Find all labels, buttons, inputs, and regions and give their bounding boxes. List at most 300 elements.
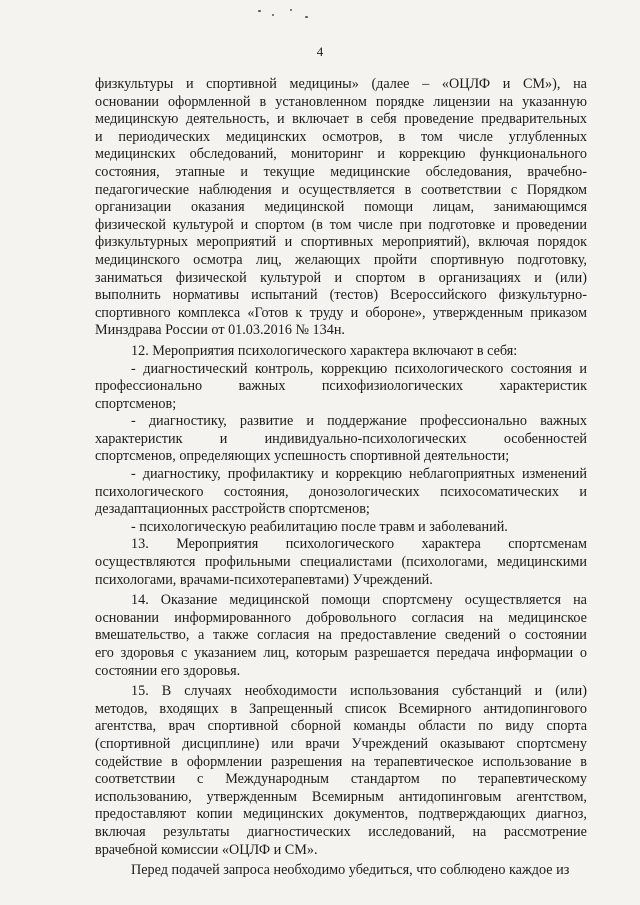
word: установленном <box>275 93 367 110</box>
word: и <box>306 413 314 430</box>
word: оказания <box>190 199 245 216</box>
word: обследования, <box>425 163 512 180</box>
text-line <box>95 343 587 361</box>
word: спортом <box>355 269 406 286</box>
word: медицинских <box>95 146 176 163</box>
word: разрешается <box>354 645 430 661</box>
word: спортивной <box>206 76 277 92</box>
text-line <box>95 592 587 610</box>
word: диагностику, <box>148 413 227 430</box>
word: в <box>418 269 426 286</box>
word: нормативы <box>172 287 240 304</box>
word: субстанций <box>452 683 522 700</box>
word: рассмотрение <box>503 823 587 840</box>
text-line <box>95 217 587 235</box>
word: числе <box>358 216 393 233</box>
word: в <box>171 753 178 770</box>
text-line <box>95 754 587 772</box>
word: Оказание <box>160 592 218 609</box>
word: комплекса <box>177 304 241 321</box>
word: подтверждающих <box>418 806 526 823</box>
word: соответствии <box>95 771 176 788</box>
word: лицам, <box>432 199 474 216</box>
text-line <box>95 683 587 701</box>
word: и <box>534 269 542 286</box>
text-line-content: Перед подачей запроса необходимо убедиться, что соблюдено каждое из <box>131 862 570 879</box>
word: в <box>259 93 267 110</box>
word: предварительных <box>481 111 587 128</box>
word: оформленной <box>168 93 251 110</box>
word: утвержденным <box>206 788 297 805</box>
word: и <box>95 128 103 145</box>
text-line-content: состоянии его здоровья. <box>95 662 241 679</box>
text-line-content: дезадаптационных расстройств спортсменов; <box>95 501 370 518</box>
word: диагностических <box>247 823 351 840</box>
word: профессионально <box>419 413 527 430</box>
word: соответствии <box>421 181 502 198</box>
word: помощи <box>364 199 414 216</box>
word: - <box>131 360 136 377</box>
word: терапевтическому <box>478 771 587 788</box>
word: с <box>197 771 204 788</box>
word: культурой <box>260 269 322 286</box>
word: а <box>198 627 205 644</box>
word: на <box>472 823 487 840</box>
word: и <box>377 146 385 163</box>
word: состоянии <box>524 627 587 644</box>
word: коррекцию <box>320 360 388 377</box>
word: дисциплине) <box>182 735 260 752</box>
word: и <box>501 216 510 233</box>
word: по <box>441 771 457 788</box>
word: медицинской <box>229 592 310 609</box>
word: (спортивной <box>95 735 171 752</box>
word: пройти <box>373 251 418 268</box>
word: указанную <box>522 93 587 110</box>
word: состояния, <box>223 483 289 500</box>
word: Порядком <box>526 181 587 198</box>
word: включая <box>478 234 529 251</box>
word: подготовку, <box>517 251 587 268</box>
word: терапевтическое <box>374 753 474 770</box>
word: в <box>398 128 406 145</box>
word: спортсмену <box>382 592 453 609</box>
word: испытаний <box>251 287 318 304</box>
word: заниматься <box>95 269 163 286</box>
word: информации <box>496 645 574 661</box>
word: выполнить <box>95 287 161 304</box>
word: медицинской <box>264 199 345 216</box>
word: утвержденным <box>432 304 524 321</box>
text-line-content: спортсменов, определяющих успешность спортивной деятельности; <box>95 448 510 465</box>
word: (тестов) <box>329 287 379 304</box>
word: предоставление <box>340 627 437 644</box>
word: проведение <box>404 111 474 128</box>
text-line <box>95 501 587 519</box>
text-line <box>95 519 587 537</box>
text-line <box>95 789 587 807</box>
word: спортом <box>254 216 305 233</box>
word: порядке <box>375 93 425 110</box>
word: СМ»), <box>522 76 561 92</box>
word: указанием <box>194 645 257 661</box>
word: или <box>271 735 294 752</box>
word: на <box>573 592 587 609</box>
text-line <box>95 76 587 94</box>
word: врачебно- <box>527 163 587 180</box>
word: важных <box>238 378 286 395</box>
text-line <box>95 413 587 431</box>
word: спортсмену <box>516 735 587 752</box>
word: осмотра <box>193 251 243 268</box>
word: врач <box>168 718 196 735</box>
scan-speck <box>305 16 308 18</box>
word: том <box>329 216 352 233</box>
word: коррекцию <box>399 146 466 163</box>
word: и <box>579 483 587 500</box>
word: периодических <box>118 128 211 145</box>
word: психологического <box>95 483 204 500</box>
word: случаях <box>184 683 232 700</box>
text-line-content: - психологическую реабилитацию после травм и заболеваний. <box>131 518 508 535</box>
word: здоровья <box>120 645 175 661</box>
text-line <box>95 645 587 663</box>
word: необходимости <box>244 683 337 700</box>
word: агентства, <box>95 718 157 735</box>
word: в <box>230 700 238 717</box>
text-line-content: 12. Мероприятия психологического характера включают в себя: <box>131 342 518 359</box>
word: на <box>351 753 366 770</box>
word: Мероприятия <box>176 536 259 553</box>
word: медицинскую <box>95 111 179 128</box>
word: профильными <box>204 554 291 571</box>
text-line <box>95 536 587 554</box>
word: труду <box>309 304 344 321</box>
word: которым <box>295 645 348 661</box>
word: спортивного <box>95 304 171 321</box>
text-line <box>95 484 587 502</box>
word: 15. <box>131 683 149 700</box>
word: осмотров, <box>322 128 383 145</box>
word: (психологами, <box>401 554 488 571</box>
word: мероприятий <box>196 234 277 251</box>
word: исследований, <box>368 823 456 840</box>
word: организациях <box>438 269 521 286</box>
text-line <box>95 94 587 112</box>
word: (далее <box>371 76 410 92</box>
word: Всемирного <box>398 700 472 717</box>
text-line <box>95 771 587 789</box>
text-line <box>95 111 587 129</box>
text-line <box>95 270 587 288</box>
text-line <box>95 199 587 217</box>
word: деятельность, <box>185 111 270 128</box>
word: предоставляют <box>95 806 187 823</box>
word: поддержание <box>327 413 407 430</box>
word: сведений <box>445 627 501 644</box>
word: функционального <box>479 146 587 163</box>
word: физкультурных <box>95 234 188 251</box>
word: и <box>240 163 249 180</box>
word: и <box>281 181 289 198</box>
text-line <box>95 182 587 200</box>
word: копии <box>196 806 233 823</box>
text-line-content: психологами, врачами-психотерапевтами) Учреждений. <box>95 571 433 588</box>
word: и <box>579 360 587 377</box>
word: о <box>508 627 517 644</box>
text-line <box>95 806 587 824</box>
word: лиц, <box>263 645 290 661</box>
word: 14. <box>131 592 149 609</box>
text-line <box>95 234 587 252</box>
text-line <box>95 554 587 572</box>
word: по <box>478 718 493 735</box>
word: состояния, <box>95 163 160 180</box>
word: физической <box>95 216 166 233</box>
word: особенностей <box>503 430 587 447</box>
word: обследований, <box>189 146 277 163</box>
text-line <box>95 305 587 323</box>
word: Запрещенный <box>249 700 333 717</box>
word: текущие <box>263 163 315 180</box>
word: его <box>95 645 114 661</box>
word: вмешательство, <box>95 627 190 644</box>
word: и <box>502 76 511 92</box>
text-line <box>95 466 587 484</box>
word: развитие <box>239 413 294 430</box>
word: характеристик <box>499 378 587 395</box>
scan-speck <box>258 10 261 12</box>
word: в <box>356 111 363 128</box>
text-line <box>95 627 587 645</box>
word: области <box>418 718 466 735</box>
word: на <box>499 93 514 110</box>
word: психосоматических <box>440 483 559 500</box>
word: В <box>161 683 172 700</box>
word: спортивной <box>207 718 279 735</box>
text-line <box>95 610 587 628</box>
word: спортсменам <box>508 536 587 553</box>
word: включает <box>292 111 349 128</box>
word: помощи <box>321 592 371 609</box>
word: психологического <box>394 360 504 377</box>
text-line-content: Минздрава России от 01.03.2016 № 134н. <box>95 322 345 339</box>
word: Международным <box>225 771 330 788</box>
word: и <box>334 269 343 286</box>
word: углубленных <box>508 128 587 145</box>
word: врачи <box>305 735 340 752</box>
text-line <box>95 322 587 340</box>
word: медицинские <box>330 163 411 180</box>
word: культурой <box>172 216 234 233</box>
word: виду <box>505 718 534 735</box>
text-line <box>95 164 587 182</box>
word: приказом <box>530 304 587 321</box>
word: этапные <box>175 163 225 180</box>
word: спортивную <box>430 251 505 268</box>
word: с <box>510 181 518 198</box>
word: медицинского <box>95 251 180 268</box>
word: том <box>420 128 443 145</box>
text-line <box>95 129 587 147</box>
word: – <box>422 76 430 92</box>
word: психологического <box>285 536 395 553</box>
word: медицины» <box>289 76 359 92</box>
text-line <box>95 824 587 842</box>
word: на <box>318 627 332 644</box>
word: Всемирным <box>311 788 384 805</box>
word: изменений <box>521 466 587 483</box>
text-line <box>95 448 587 466</box>
word: входящих <box>159 700 219 717</box>
text-line <box>95 701 587 719</box>
word: психофизиологических <box>321 378 464 395</box>
text-line <box>95 252 587 270</box>
body-text <box>95 76 587 880</box>
word: оказывают <box>439 735 505 752</box>
word: методов, <box>95 700 148 717</box>
text-line <box>95 378 587 396</box>
word: подготовке <box>428 216 496 233</box>
word: использование <box>482 753 572 770</box>
word: содействие <box>95 753 163 770</box>
text-line <box>95 146 587 164</box>
word: (в <box>311 216 323 233</box>
word: мероприятий), <box>381 234 470 251</box>
word: с <box>181 645 188 661</box>
word: «ОЦЛФ <box>441 76 491 92</box>
word: список <box>344 700 387 717</box>
word: порядок <box>537 234 587 251</box>
word: медицинских <box>225 128 307 145</box>
word: стандартом <box>350 771 420 788</box>
word: диагностику, <box>142 466 221 483</box>
word: информированного <box>174 609 292 626</box>
word: основании <box>95 609 160 626</box>
word: характера <box>421 536 481 553</box>
word: согласия <box>411 609 464 626</box>
word: медицинскими <box>496 554 587 571</box>
word: лицензии <box>433 93 491 110</box>
word: наблюдения <box>198 181 272 198</box>
word: и <box>240 216 249 233</box>
text-line <box>95 862 587 880</box>
word: передача <box>436 645 490 661</box>
word: на <box>479 609 493 626</box>
word: осуществляется <box>298 181 395 198</box>
text-line <box>95 736 587 754</box>
word: медицинских <box>243 806 324 823</box>
word: при <box>399 216 422 233</box>
word: проведении <box>516 216 587 233</box>
word: обороне», <box>365 304 426 321</box>
scan-speck <box>272 14 274 16</box>
text-line <box>95 663 587 681</box>
word: характеристик <box>95 430 183 447</box>
word: к <box>295 304 303 321</box>
word: основании <box>95 93 160 110</box>
page-number: 4 <box>316 44 324 59</box>
word: педагогические <box>95 181 190 198</box>
word: в <box>580 753 587 770</box>
word: осуществляется <box>464 592 562 609</box>
word: и <box>534 683 543 700</box>
text-line-content: спортсменов; <box>95 395 177 412</box>
word: включая <box>95 823 146 840</box>
word: и <box>219 430 228 447</box>
word: донозологических <box>308 483 420 500</box>
word: и <box>284 234 293 251</box>
word: организации <box>95 199 172 216</box>
word: желающих <box>295 251 361 268</box>
word: - <box>131 413 136 430</box>
word: Учреждений <box>351 735 429 752</box>
word: профилактику <box>227 466 314 483</box>
word: документов, <box>334 806 409 823</box>
word: и <box>350 304 359 321</box>
word: мониторинг <box>290 146 364 163</box>
word: также <box>212 627 249 644</box>
word: и <box>185 76 194 92</box>
word: - <box>131 466 136 483</box>
word: занимающимся <box>493 199 587 216</box>
word: использованию, <box>95 788 192 805</box>
word: профессионально <box>95 378 203 395</box>
word: агентством, <box>516 788 587 805</box>
word: индивидуально-психологических <box>264 430 467 447</box>
word: разрешения <box>271 753 343 770</box>
word: антидопингового <box>483 700 587 717</box>
word: осуществляются <box>95 554 196 571</box>
word: диагноз, <box>536 806 587 823</box>
text-line <box>95 396 587 414</box>
word: коррекцию <box>335 466 403 483</box>
word: физкультурно- <box>498 287 587 304</box>
scan-speck <box>290 9 292 11</box>
word: и <box>277 111 285 128</box>
word: физкультуры <box>95 76 174 92</box>
word: в <box>404 181 412 198</box>
text-line <box>95 718 587 736</box>
word: спорта <box>546 718 587 735</box>
word: лиц, <box>255 251 282 268</box>
word: добровольного <box>306 609 397 626</box>
word: диагностический <box>143 360 248 377</box>
text-line <box>95 572 587 590</box>
word: числе <box>458 128 493 145</box>
text-line <box>95 287 587 305</box>
text-line <box>95 842 587 860</box>
word: спортивных <box>300 234 374 251</box>
word: (или) <box>555 683 587 700</box>
word: «Готов <box>247 304 289 321</box>
word: важных <box>540 413 587 430</box>
word: на <box>573 76 587 92</box>
text-line <box>95 431 587 449</box>
word: согласия <box>257 627 310 644</box>
word: состояния <box>510 360 572 377</box>
word: контроль, <box>254 360 314 377</box>
word: антидопинговым <box>398 788 502 805</box>
word: оформлении <box>186 753 263 770</box>
word: использования <box>349 683 440 700</box>
text-line <box>95 361 587 379</box>
word: себя <box>370 111 397 128</box>
word: 13. <box>131 536 149 553</box>
word: команды <box>353 718 406 735</box>
word: физической <box>175 269 247 286</box>
word: сборной <box>290 718 341 735</box>
